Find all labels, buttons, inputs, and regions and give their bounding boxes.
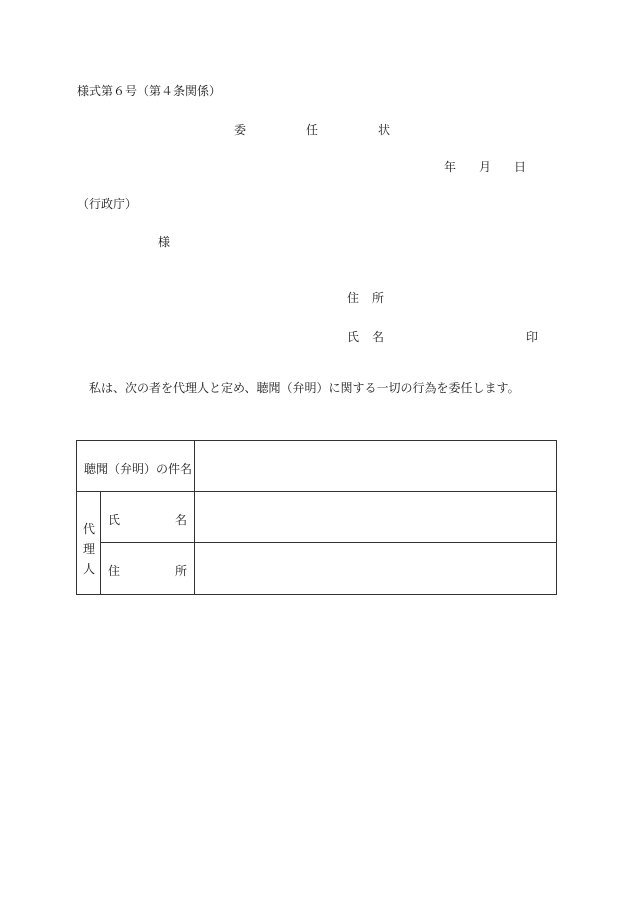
agent-address-label-cell <box>101 543 195 595</box>
case-value-cell[interactable] <box>195 441 556 491</box>
principal-name-label <box>347 331 384 343</box>
label-char: 氏 <box>347 330 360 344</box>
document-title <box>234 124 390 136</box>
label-char: 住 <box>108 564 121 578</box>
addressee-honorific: 様 <box>158 235 171 249</box>
title-char: 任 <box>305 123 318 137</box>
agent-name-label-cell <box>101 492 195 543</box>
case-row <box>77 441 556 492</box>
delegation-table <box>76 440 557 595</box>
label-char: 所 <box>371 291 384 305</box>
agent-label-cell <box>77 492 101 595</box>
addressee-agency: （行政庁） <box>77 197 138 211</box>
date-line <box>444 161 526 173</box>
label-char: 名 <box>174 513 187 527</box>
agent-label: 代理人 <box>82 522 95 576</box>
label-char: 氏 <box>108 513 121 527</box>
label-char: 住 <box>347 291 360 305</box>
label-char: 名 <box>371 330 384 344</box>
title-char: 状 <box>377 123 390 137</box>
case-label-cell <box>77 441 195 491</box>
agent-address-value-cell[interactable] <box>195 543 556 595</box>
form-number: 様式第６号（第４条関係） <box>77 84 222 98</box>
label-char: 所 <box>174 564 187 578</box>
title-char: 委 <box>234 123 247 137</box>
agent-name-value-cell[interactable] <box>195 492 556 543</box>
date-year-label: 年 <box>444 160 457 174</box>
date-day-label: 日 <box>513 160 526 174</box>
principal-address-label <box>347 292 384 304</box>
case-label: 聴聞（弁明）の件名 <box>84 462 193 476</box>
delegation-statement: 私は、次の者を代理人と定め、聴聞（弁明）に関する一切の行為を委任します。 <box>89 381 520 395</box>
date-month-label: 月 <box>478 160 491 174</box>
seal-mark: 印 <box>526 330 539 344</box>
